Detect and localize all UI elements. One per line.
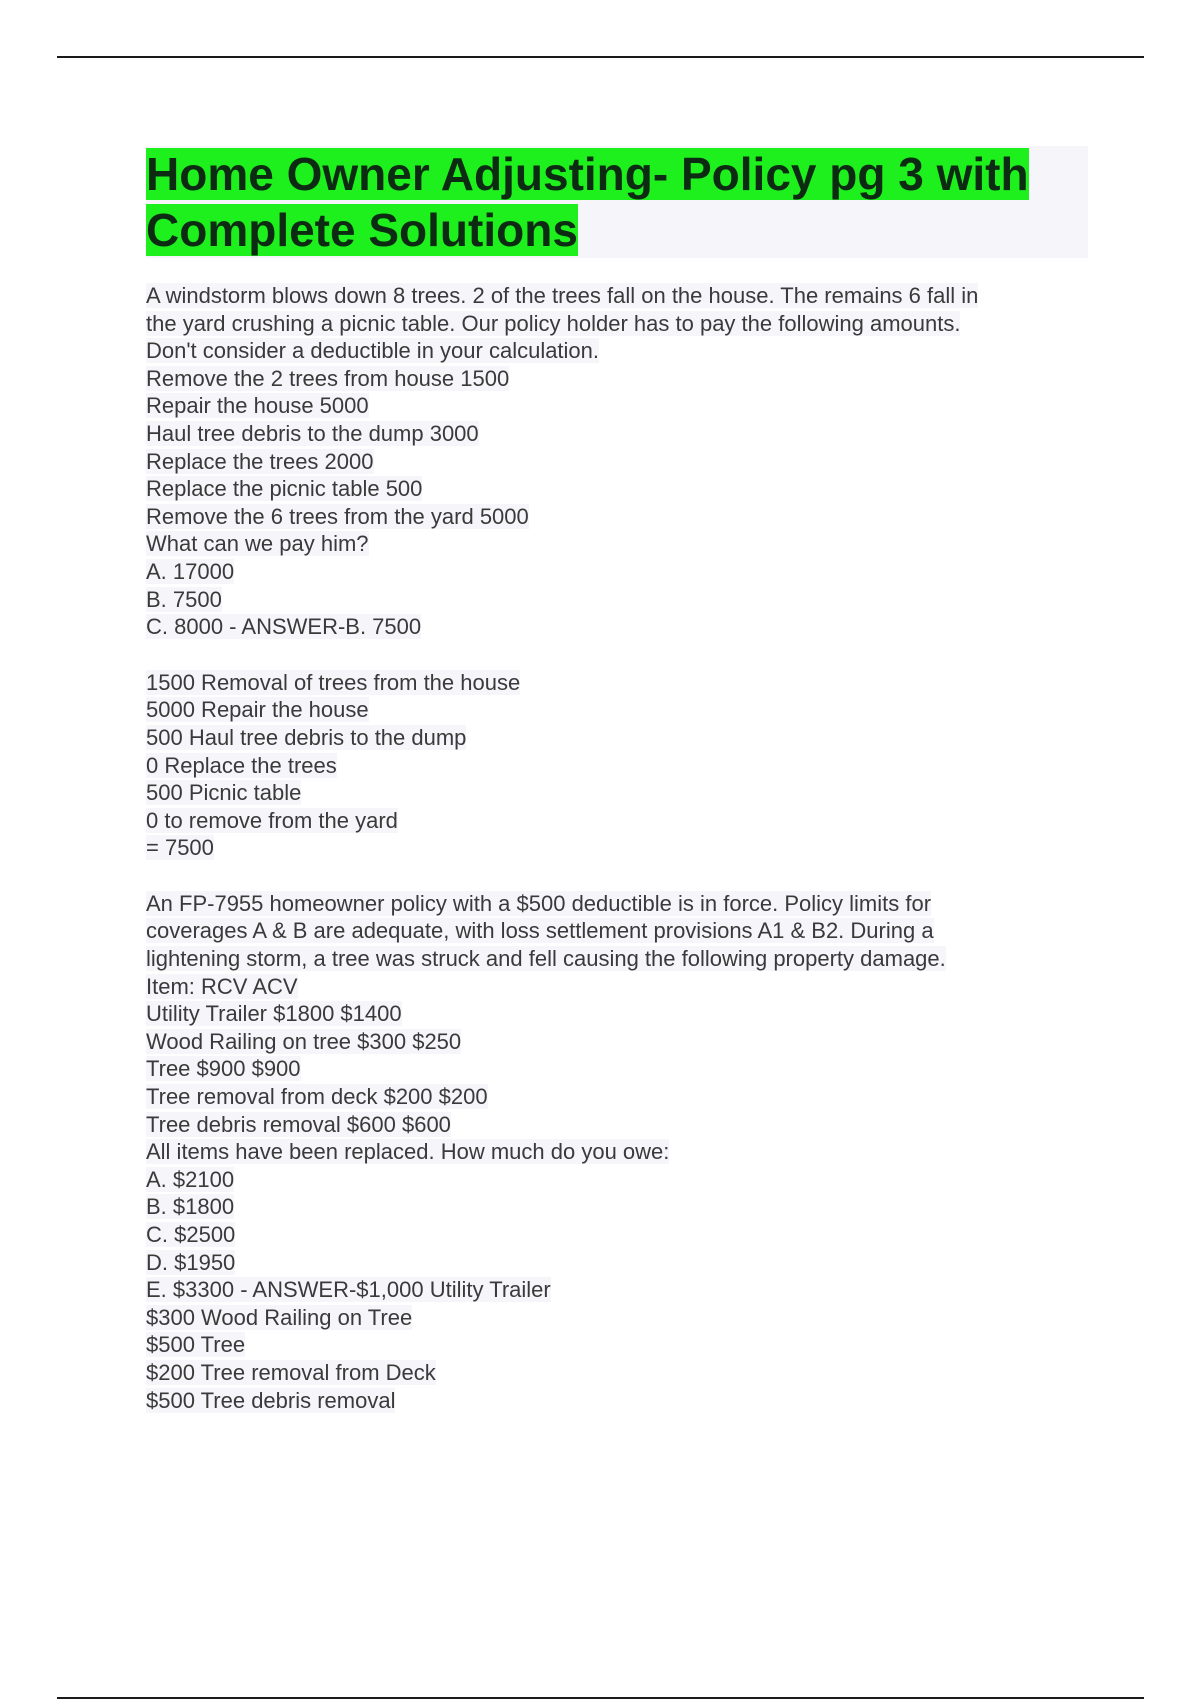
text-line-content: A. 17000	[146, 558, 235, 584]
text-line	[146, 724, 1088, 752]
text-line	[146, 530, 1088, 558]
text-line	[146, 834, 1088, 862]
text-line-content: C. 8000 - ANSWER-B. 7500	[146, 614, 422, 640]
text-line-content: 0 Replace the trees	[146, 752, 337, 778]
text-line-content: A windstorm blows down 8 trees. 2 of the trees fall on the house. The remains 6 fall in	[146, 283, 979, 308]
text-line-content: lightening storm, a tree was struck and fell causing the following property damage.	[146, 946, 946, 972]
text-line	[146, 1111, 1088, 1139]
text-line-content: B. $1800	[146, 1194, 235, 1220]
text-line	[146, 669, 1088, 697]
question-2	[146, 890, 1088, 1414]
text-line	[146, 917, 1088, 945]
text-line-content: Replace the picnic table 500	[146, 476, 423, 502]
top-rule	[57, 56, 1144, 58]
text-line-content: Repair the house 5000	[146, 393, 369, 419]
text-line	[146, 586, 1088, 614]
text-line	[146, 420, 1088, 448]
text-line-content: C. $2500	[146, 1222, 236, 1247]
text-line-content: D. $1950	[146, 1249, 236, 1275]
text-line	[146, 1331, 1088, 1359]
text-line	[146, 503, 1088, 531]
text-line-content: Tree $900 $900	[146, 1056, 301, 1082]
text-line-content: Remove the 2 trees from house 1500	[146, 365, 510, 391]
bottom-rule	[57, 1697, 1144, 1699]
text-line-content: $500 Tree	[146, 1332, 246, 1358]
text-line-content: Item: RCV ACV	[146, 973, 298, 999]
text-line	[146, 392, 1088, 420]
text-line-content: 1500 Removal of trees from the house	[146, 669, 521, 695]
text-line-content: An FP-7955 homeowner policy with a $500 deductible is in force. Policy limits for	[146, 890, 932, 916]
text-line	[146, 752, 1088, 780]
document-title-text: Home Owner Adjusting- Policy pg 3 with Complete Solutions	[146, 148, 1029, 256]
text-line-content: = 7500	[146, 835, 214, 861]
text-line-content: What can we pay him?	[146, 531, 369, 557]
text-line	[146, 282, 1088, 310]
title-block	[146, 146, 1088, 258]
text-line-content: 500 Picnic table	[146, 780, 302, 806]
text-line-content: A. $2100	[146, 1166, 235, 1192]
text-line	[146, 1221, 1088, 1249]
text-line	[146, 1000, 1088, 1028]
text-line	[146, 1166, 1088, 1194]
text-line-content: the yard crushing a picnic table. Our policy holder has to pay the following amounts.	[146, 310, 961, 336]
text-line-content: Don't consider a deductible in your calculation.	[146, 338, 600, 364]
text-line	[146, 1304, 1088, 1332]
text-line-content: All items have been replaced. How much do you owe:	[146, 1139, 670, 1165]
text-line-content: Utility Trailer $1800 $1400	[146, 1001, 402, 1027]
text-line-content: coverages A & B are adequate, with loss settlement provisions A1 & B2. During a	[146, 918, 934, 944]
text-line	[146, 779, 1088, 807]
text-line	[146, 1138, 1088, 1166]
document-title	[146, 146, 1088, 258]
text-line	[146, 1193, 1088, 1221]
text-line-content: $500 Tree debris removal	[146, 1387, 396, 1413]
text-line-content: $300 Wood Railing on Tree	[146, 1304, 413, 1330]
solution-1	[146, 669, 1088, 862]
text-line	[146, 1055, 1088, 1083]
text-line	[146, 1083, 1088, 1111]
text-line	[146, 365, 1088, 393]
text-line	[146, 1028, 1088, 1056]
text-line-content: Tree debris removal $600 $600	[146, 1111, 451, 1137]
text-line-content: B. 7500	[146, 586, 222, 612]
text-line	[146, 807, 1088, 835]
text-line-content: Replace the trees 2000	[146, 448, 374, 474]
text-line-content: 5000 Repair the house	[146, 697, 369, 723]
text-line-content: Haul tree debris to the dump 3000	[146, 420, 479, 446]
text-line	[146, 337, 1088, 365]
text-line-content: 0 to remove from the yard	[146, 807, 398, 833]
text-line	[146, 890, 1088, 918]
text-line-content: Wood Railing on tree $300 $250	[146, 1028, 462, 1054]
text-line	[146, 973, 1088, 1001]
question-1	[146, 282, 1088, 641]
text-line	[146, 1359, 1088, 1387]
text-line	[146, 696, 1088, 724]
text-line	[146, 613, 1088, 641]
text-line-content: Remove the 6 trees from the yard 5000	[146, 503, 529, 529]
text-line	[146, 475, 1088, 503]
text-line	[146, 558, 1088, 586]
text-line	[146, 1387, 1088, 1415]
text-line-content: 500 Haul tree debris to the dump	[146, 724, 467, 750]
text-line	[146, 310, 1088, 338]
text-line	[146, 1276, 1088, 1304]
text-line-content: $200 Tree removal from Deck	[146, 1359, 436, 1385]
text-line-content: E. $3300 - ANSWER-$1,000 Utility Trailer	[146, 1277, 551, 1303]
text-line-content: Tree removal from deck $200 $200	[146, 1084, 488, 1110]
text-line	[146, 945, 1088, 973]
text-line	[146, 1249, 1088, 1277]
document-body	[146, 146, 1088, 1442]
text-line	[146, 448, 1088, 476]
